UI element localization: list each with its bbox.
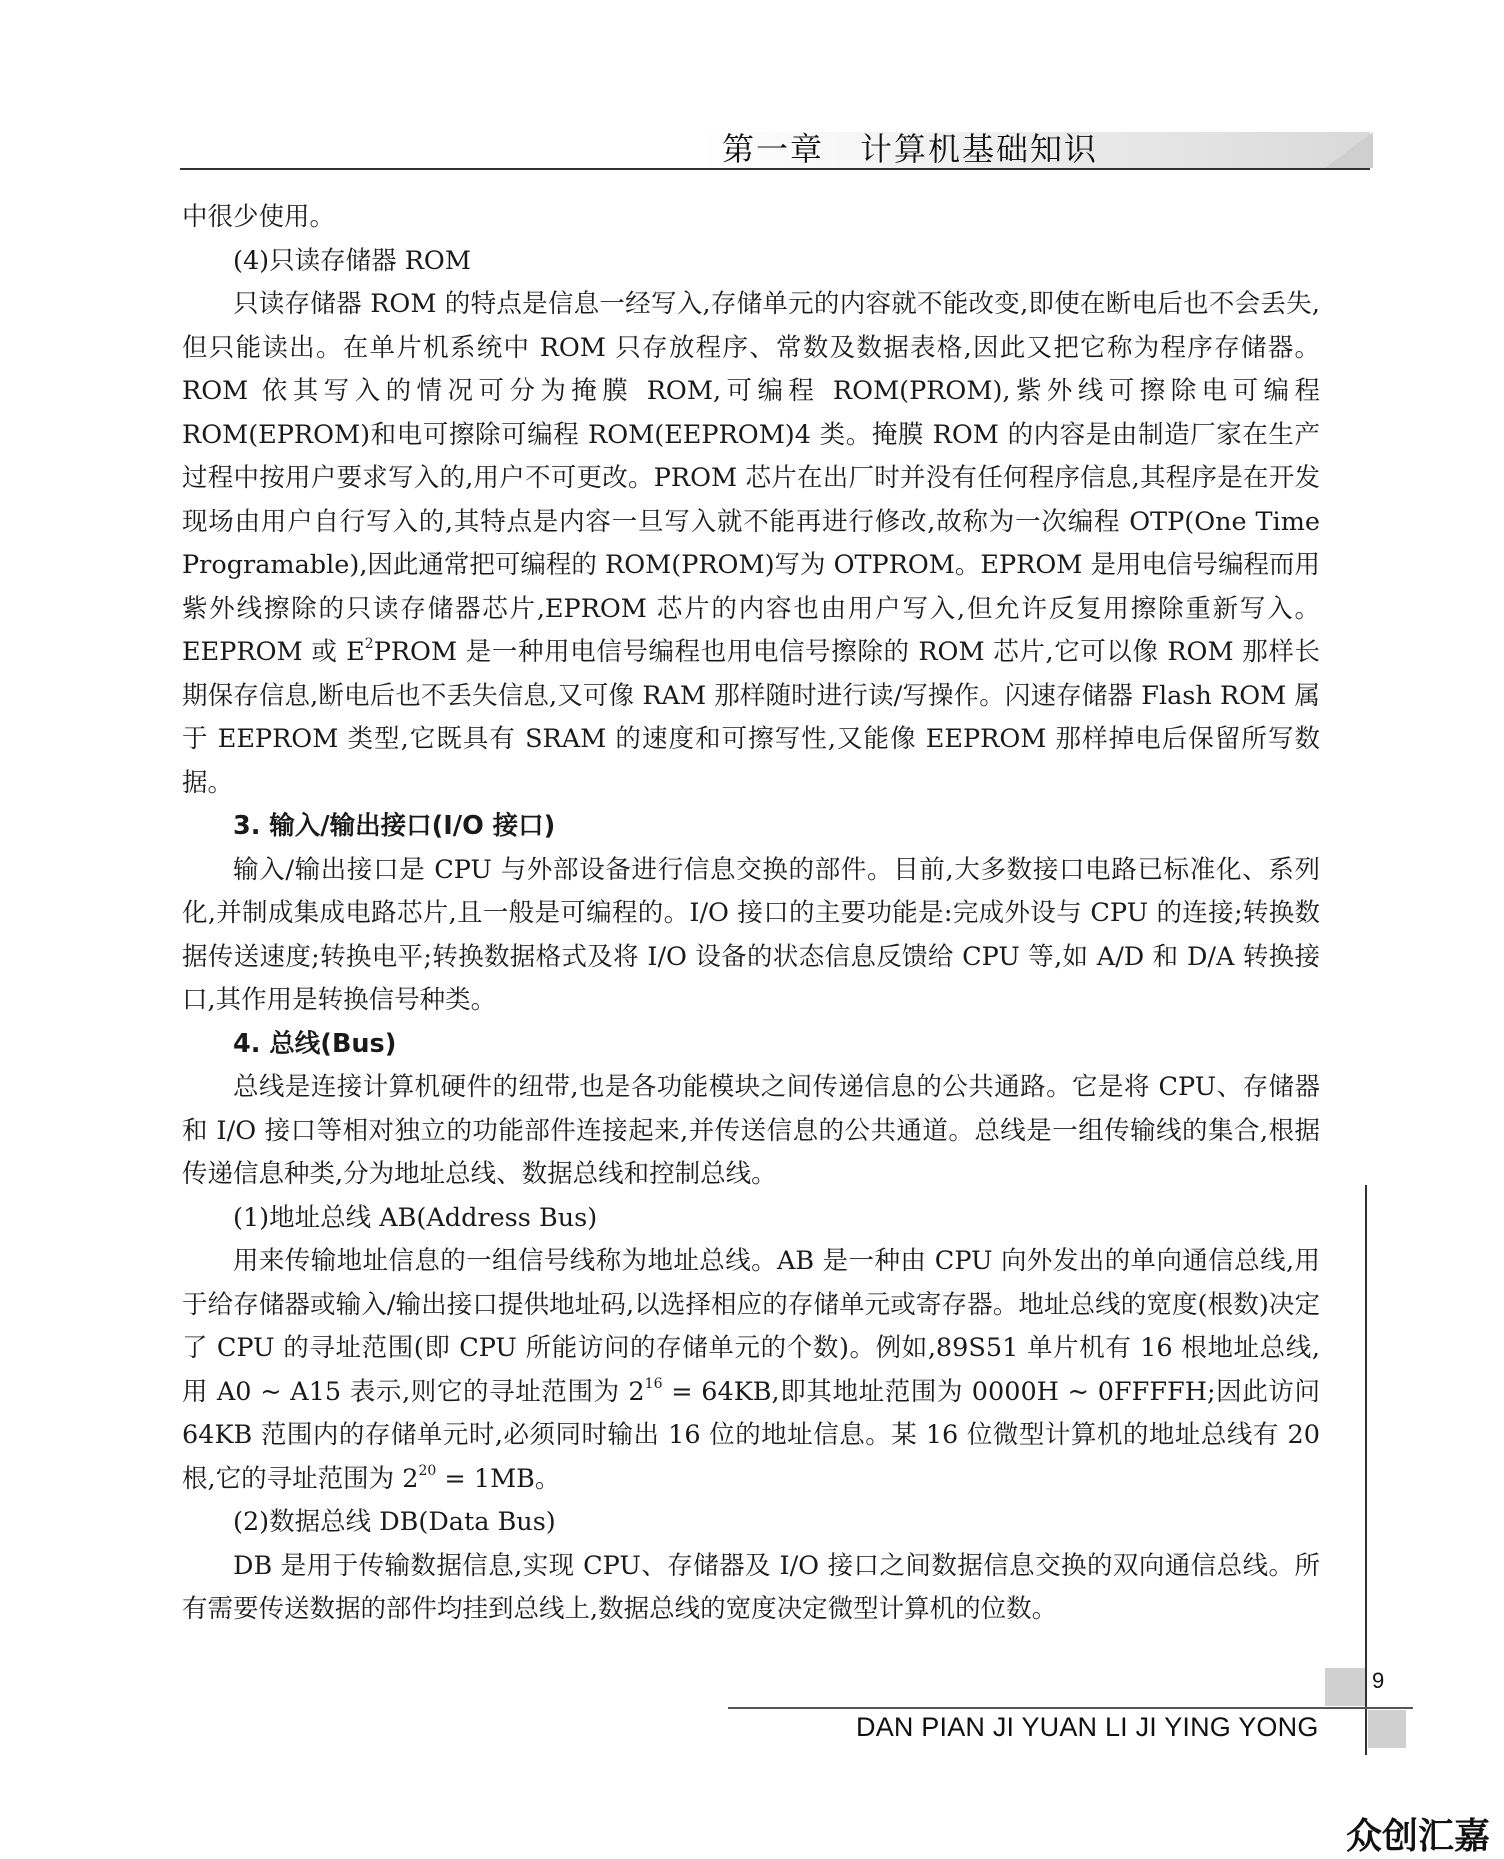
chapter-number: 第一章	[722, 130, 825, 168]
paragraph: 中很少使用。	[182, 202, 336, 232]
subheading-rom: (4)只读存储器 ROM	[233, 245, 471, 276]
superscript: 2	[364, 636, 374, 652]
text-span: 只读存储器 ROM 的特点是信息一经写入,存储单元的内容就不能改变,即使在断电后也不会丢失,但只能读出。在单片机系统中 ROM 只存放程序、常数及数据表格,因此又把它称为程序存储器。ROM 依其写入的情况可分为掩膜 ROM,可编程 ROM(PROM),紫外线可擦除电可编程 ROM(EPROM)和电可擦除可编程 ROM(EEPROM)4 类。掩膜 ROM 的内容是由制造厂家在生产过程中按用户要求写入的,用户不可更改。PROM 芯片在出厂时并没有任何程序信息,其程序是在开发现场由用户自行写入的,其特点是内容一旦写入就不能再进行修改,故称为一次编程 OTP(One Time Programable),因此通常把可编程的 ROM(PROM)写为 OTPROM。EPROM 是用电信号编程而用紫外线擦除的只读存储器芯片,EPROM 芯片的内容也由用户写入,但允许反复用擦除重新写入。EEPROM 或 E	[182, 289, 1321, 667]
text-span: = 64KB,即其地址范围为 0000H ~ 0FFFFH;因此访问 64KB 范围内的存储单元时,必须同时输出 16 位的地址信息。某 16 位微型计算机的地址总线有 20 根,它的寻址范围为 2	[182, 1376, 1320, 1494]
text-span: 用来传输地址信息的一组信号线称为地址总线。AB 是一种由 CPU 向外发出的单向通信总线,用于给存储器或输入/输出接口提供地址码,以选择相应的存储单元或寄存器。地址总线的宽度(根数)决定了 CPU 的寻址范围(即 CPU 所能访问的存储单元的个数)。例如,89S51 单片机有 16 根地址总线,用 A0 ~ A15 表示,则它的寻址范围为 2	[182, 1246, 1320, 1407]
paragraph-bus: 总线是连接计算机硬件的纽带,也是各功能模块之间传递信息的公共通路。它是将 CPU、存储器和 I/O 接口等相对独立的功能部件连接起来,并传送信息的公共通道。总线是一组传输线的集合,根据传递信息种类,分为地址总线、数据总线和控制总线。	[182, 1072, 1320, 1189]
section-heading-io: 3. 输入/输出接口(I/O 接口)	[233, 811, 556, 841]
page-body	[182, 196, 1320, 1632]
page-number: 9	[1372, 1668, 1385, 1693]
paragraph-address-bus	[182, 1240, 1320, 1501]
paragraph-data-bus: DB 是用于传输数据信息,实现 CPU、存储器及 I/O 接口之间数据信息交换的双向通信总线。所有需要传送数据的部件均挂到总线上,数据总线的宽度决定微型计算机的位数。	[182, 1550, 1320, 1624]
header-rule	[180, 168, 1370, 170]
footer-rule	[728, 1707, 1413, 1709]
subheading-address-bus: (1)地址总线 AB(Address Bus)	[233, 1202, 598, 1233]
page-number-box	[1325, 1668, 1365, 1706]
chapter-header	[722, 124, 1098, 170]
subheading-data-bus: (2)数据总线 DB(Data Bus)	[233, 1507, 556, 1537]
section-heading-bus: 4. 总线(Bus)	[233, 1028, 397, 1059]
paragraph-rom	[182, 283, 1320, 805]
footer-box	[1368, 1710, 1406, 1748]
header-corner	[1325, 132, 1373, 168]
book-title: DAN PIAN JI YUAN LI JI YING YONG	[856, 1712, 1319, 1742]
margin-rule	[1365, 1185, 1367, 1755]
superscript: 20	[418, 1462, 437, 1479]
text-span: = 1MB。	[436, 1463, 561, 1494]
paragraph-io: 输入/输出接口是 CPU 与外部设备进行信息交换的部件。目前,大多数接口电路已标准化、系列化,并制成集成电路芯片,且一般是可编程的。I/O 接口的主要功能是:完成外设与 CPU 的连接;转换数据传送速度;转换电平;转换数据格式及将 I/O 设备的状态信息反馈给 CPU 等,如 A/D 和 D/A 转换接口,其作用是转换信号种类。	[182, 854, 1320, 1015]
chapter-title: 计算机基础知识	[860, 130, 1099, 168]
text-span: PROM 是一种用电信号编程也用电信号擦除的 ROM 芯片,它可以像 ROM 那样长期保存信息,断电后也不丢失信息,又可像 RAM 那样随时进行读/写操作。闪速存储器 Flash ROM 属于 EEPROM 类型,它既具有 SRAM 的速度和可擦写性,又能像 EEPROM 那样掉电后保留所写数据。	[182, 637, 1320, 798]
superscript: 16	[644, 1375, 663, 1392]
watermark: 众创汇嘉	[1346, 1816, 1491, 1857]
